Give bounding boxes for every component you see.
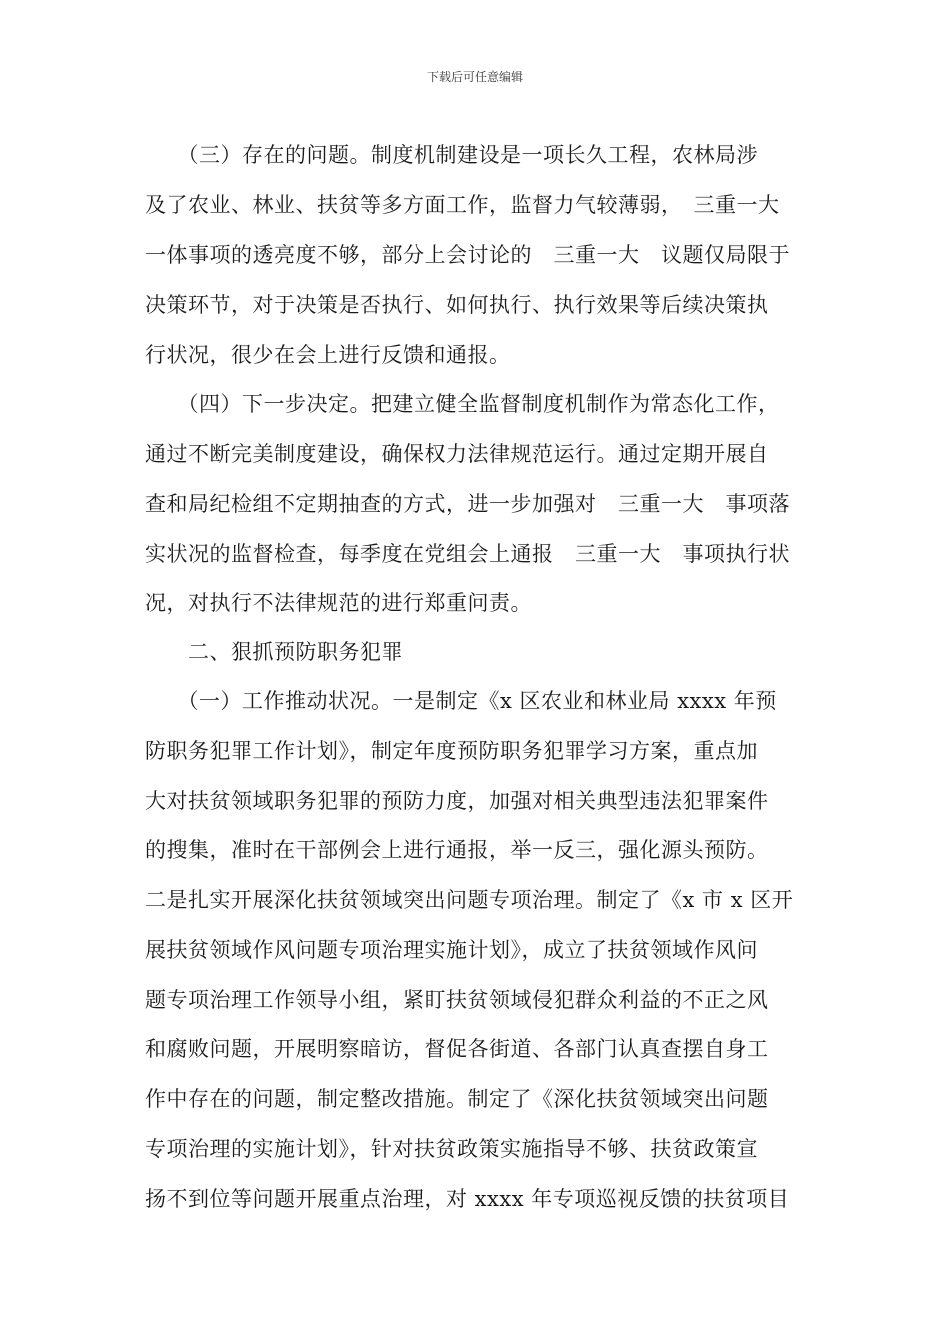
text-line: 及了农业、林业、扶贫等多方面工作，监督力气较薄弱， 三重一大 (145, 193, 780, 217)
text-line: 的搜集，准时在干部例会上进行通报，举一反三，强化源头预防。 (145, 838, 769, 862)
text-line: 扬不到位等问题开展重点治理，对 xxxx 年专项巡视反馈的扶贫项目 (145, 1187, 790, 1211)
text-line: （四）下一步决定。把建立健全监督制度机制作为常态化工作， (145, 392, 780, 416)
text-line: 实状况的监督检查，每季度在党组会上通报 三重一大 事项执行状 (145, 542, 790, 566)
text-line: 一体事项的透亮度不够，部分上会讨论的 三重一大 议题仅局限于 (145, 243, 790, 267)
text-line: 查和局纪检组不定期抽查的方式，进一步加强对 三重一大 事项落 (145, 492, 790, 516)
text-line: 和腐败问题，开展明察暗访，督促各街道、各部门认真查摆自身工 (145, 1037, 769, 1061)
text-line: 题专项治理工作领导小组，紧盯扶贫领域侵犯群众利益的不正之风 (145, 988, 769, 1012)
text-line: 大对扶贫领域职务犯罪的预防力度，加强对相关典型违法犯罪案件 (145, 789, 769, 813)
text-line: 防职务犯罪工作计划》，制定年度预防职务犯罪学习方案，重点加 (145, 739, 758, 763)
text-line: （一）工作推动状况。一是制定《x 区农业和林业局 xxxx 年预 (145, 689, 777, 713)
text-line: 通过不断完美制度建设，确保权力法律规范运行。通过定期开展自 (145, 442, 769, 466)
text-line: 专项治理的实施计划》，针对扶贫政策实施指导不够、扶贫政策宣 (145, 1137, 758, 1161)
section-heading: 二、狠抓预防职务犯罪 (145, 640, 403, 664)
text-line: 决策环节，对于决策是否执行、如何执行、执行效果等后续决策执 (145, 293, 769, 317)
text-line: （三）存在的问题。制度机制建设是一项长久工程，农林局涉 (145, 143, 758, 167)
text-line: 二是扎实开展深化扶贫领域突出问题专项治理。制定了《x 市 x 区开 (145, 888, 794, 912)
text-line: 展扶贫领域作风问题专项治理实施计划》，成立了扶贫领域作风问 (145, 938, 758, 962)
text-line: 作中存在的问题，制定整改措施。制定了《深化扶贫领域突出问题 (145, 1087, 769, 1111)
text-line: 行状况，很少在会上进行反馈和通报。 (145, 343, 511, 367)
header-note: 下载后可任意编辑 (426, 70, 523, 84)
text-line: 况，对执行不法律规范的进行郑重问责。 (145, 591, 532, 615)
